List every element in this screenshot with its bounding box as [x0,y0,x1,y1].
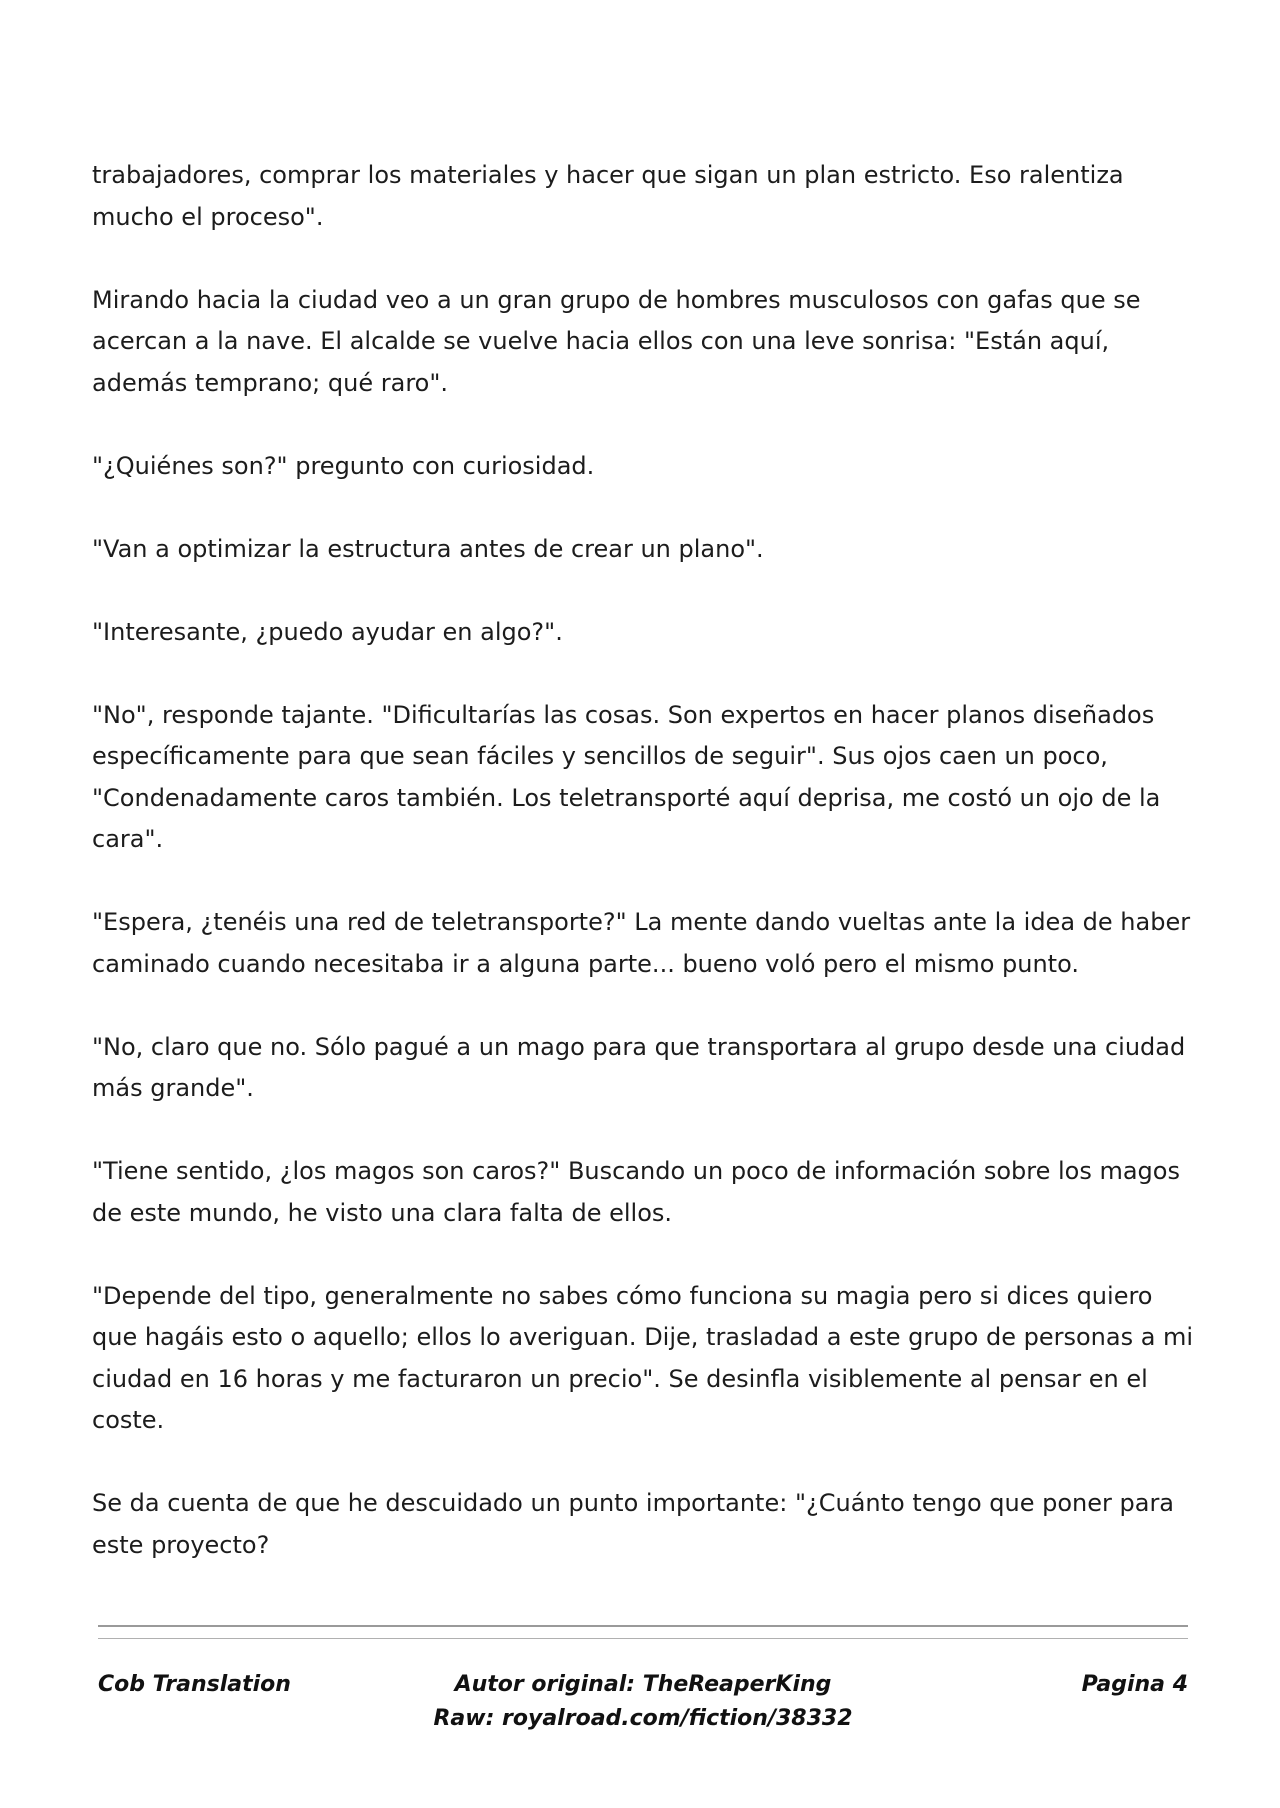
body-text [92,155,1200,1608]
footer-translator: Cob Translation [98,1672,291,1697]
footer-credits [98,1668,1188,1736]
paragraph: "¿Quiénes son?" pregunto con curiosidad. [92,451,595,480]
footer-divider-secondary [98,1638,1188,1639]
footer-divider [98,1625,1188,1627]
paragraph: Mirando hacia la ciudad veo a un gran grupo de hombres musculosos con gafas que se acercan a la nave. El alcalde se vuelve hacia ellos con una leve sonrisa: "Están aquí, además temprano; qué raro". [92,285,1141,397]
footer-source: Raw: royalroad.com/fiction/38332 [433,1706,853,1731]
paragraph: "Depende del tipo, generalmente no sabes cómo funciona su magia pero si dices quiero que hagáis esto o aquello; ellos lo averiguan. Dije, trasladad a este grupo de personas a mi ciudad en 16 horas y me facturaron un precio". Se desinfla visiblemente al pensar en el coste. [92,1281,1194,1434]
paragraph: "No", responde tajante. "Dificultarías las cosas. Son expertos en hacer planos diseñados específicamente para que sean fáciles y sencillos de seguir". Sus ojos caen un poco, "Condenadamente caros también. Los teletransporté aquí deprisa, me costó un ojo de la cara". [92,700,1161,853]
paragraph: Se da cuenta de que he descuidado un punto importante: "¿Cuánto tengo que poner para este proyecto? [92,1489,1175,1559]
page-number: Pagina 4 [1081,1672,1188,1697]
footer-author: Autor original: TheReaperKing [454,1672,832,1697]
paragraph: "Tiene sentido, ¿los magos son caros?" Buscando un poco de información sobre los magos de este mundo, he visto una clara falta de ellos. [92,1157,1180,1227]
paragraph: "Interesante, ¿puedo ayudar en algo?". [92,617,563,646]
paragraph: trabajadores, comprar los materiales y hacer que sigan un plan estricto. Eso ralentiza mucho el proceso". [92,161,1124,231]
paragraph: "Espera, ¿tenéis una red de teletransporte?" La mente dando vueltas ante la idea de haber caminado cuando necesitaba ir a alguna parte... bueno voló pero el mismo punto. [92,908,1191,978]
paragraph: "Van a optimizar la estructura antes de crear un plano". [92,534,764,563]
paragraph: "No, claro que no. Sólo pagué a un mago para que transportara al grupo desde una ciudad más grande". [92,1032,1186,1102]
